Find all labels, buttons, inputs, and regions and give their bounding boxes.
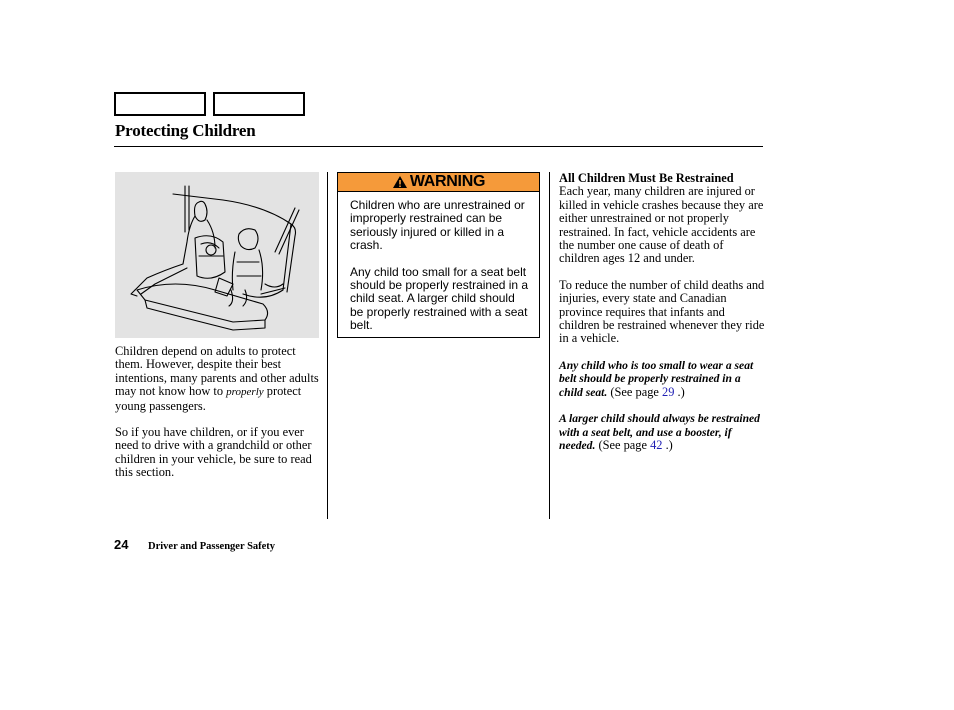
law-paragraph: To reduce the number of child deaths and injuries, every state and Canadian province requires that infants and children be restrained whenever they ride in a vehicle. (559, 277, 765, 346)
warning-header (337, 172, 540, 192)
booster-close: .) (662, 437, 673, 452)
section-footer-label: Driver and Passenger Safety (148, 541, 276, 552)
intro-emphasis: properly (226, 386, 264, 399)
page-42-link[interactable]: 42 (650, 437, 663, 452)
child-seat-illustration (115, 172, 319, 338)
child-seat-drawing (115, 172, 319, 338)
warning-box (337, 172, 540, 338)
warning-triangle-icon (392, 175, 408, 189)
nav-button-1[interactable] (114, 92, 206, 116)
nav-button-2[interactable] (213, 92, 305, 116)
column-divider-2 (549, 172, 550, 519)
warning-label: WARNING (409, 173, 486, 190)
child-seat-close: .) (674, 384, 685, 399)
page-number: 24 (114, 537, 129, 552)
page-title: Protecting Children (115, 121, 256, 140)
child-seat-paragraph (559, 359, 765, 399)
right-column (559, 172, 765, 452)
child-seat-see-page: (See page (607, 384, 663, 399)
warning-body (338, 192, 539, 333)
column-divider-1 (327, 172, 328, 519)
warning-paragraph-2: Any child too small for a seat belt should be properly restrained in a child seat. A larger child should be properly restrained with a seat belt. (350, 264, 529, 333)
grandchild-paragraph: So if you have children, or if you ever need to drive with a grandchild or other children in your vehicle, be sure to read this section. (115, 425, 312, 480)
intro-paragraph (115, 345, 323, 413)
section-heading: All Children Must Be Restrained (559, 171, 734, 185)
booster-see-page: (See page (595, 437, 651, 452)
child-seat-emphasis: Any child who is too small to wear a seat belt should be properly restrained in a child seat. (559, 358, 754, 399)
intro-text-b: protect young passengers. (115, 384, 302, 413)
intro-text-a: Children depend on adults to protect them. However, despite their best intentions, many parents and other adults may not know how to (115, 344, 319, 399)
title-divider (114, 146, 763, 147)
warning-paragraph-1: Children who are unrestrained or improperly restrained can be seriously injured or killed in a crash. (350, 198, 525, 253)
page-29-link[interactable]: 29 (662, 384, 675, 399)
statistics-paragraph: Each year, many children are injured or killed in vehicle crashes because they are either unrestrained or not properly restrained. In fact, vehicle accidents are the number one cause of death of children ages 12 and under. (559, 184, 764, 266)
booster-emphasis: A larger child should always be restrained with a seat belt, and use a booster, if needed. (559, 412, 760, 452)
booster-paragraph (559, 412, 765, 452)
left-column (115, 345, 323, 480)
